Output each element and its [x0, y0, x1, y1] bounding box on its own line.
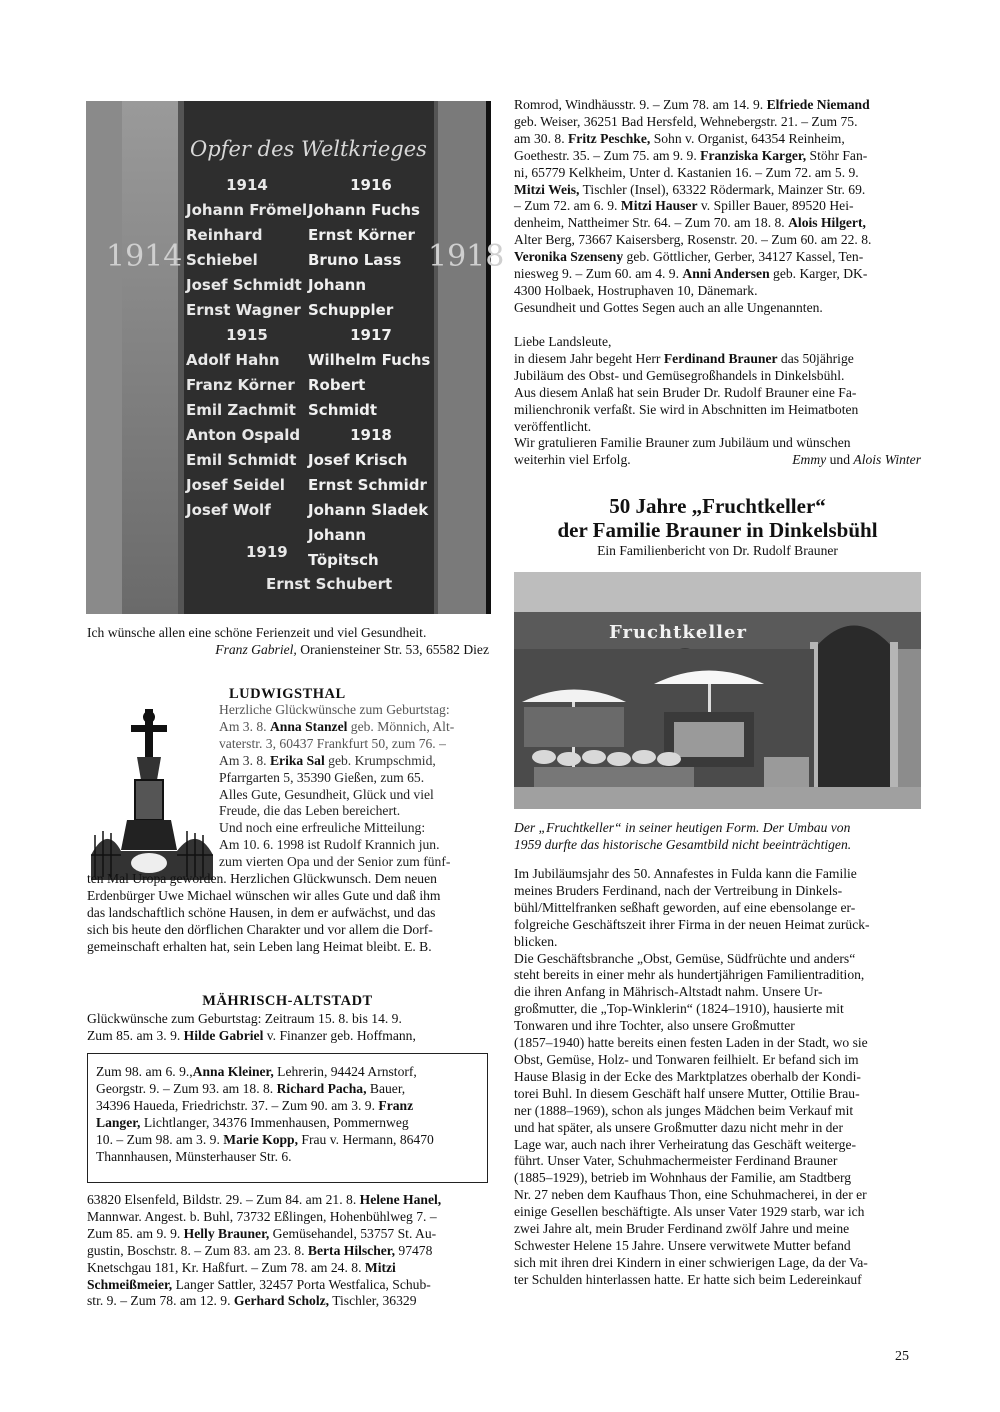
text-seg: Sohn v. Organist, 64354 Reinheim, [650, 130, 845, 146]
name: Mitzi Weis, [514, 181, 580, 197]
memorial-name: Josef Seidel [186, 476, 285, 494]
name: Hilde Gabriel [183, 1027, 264, 1043]
text-line [96, 1081, 479, 1098]
text-line [87, 1293, 488, 1310]
memorial-name: Josef Wolf [186, 501, 271, 519]
text-seg: – Zum 72. am 6. 9. [514, 198, 621, 214]
maehrisch-box [87, 1053, 488, 1183]
memorial-right-year: 1918 [428, 239, 505, 274]
memorial-name: 1917 [350, 326, 392, 344]
memorial-col2 [308, 173, 434, 573]
memorial-name: Johann Töpitsch [308, 526, 379, 569]
text-line [514, 351, 921, 368]
memorial-name: Johann Sladek [308, 501, 429, 519]
caption-signature [87, 642, 489, 659]
signature-name: Emmy [792, 452, 827, 468]
text-seg: v. Finanzer geb. Hoffmann, [263, 1027, 416, 1043]
text-seg: Zum 85. am 9. 9. [87, 1225, 184, 1241]
maehrisch-intro [87, 1011, 488, 1045]
memorial-footer-name: Ernst Schubert [266, 575, 393, 593]
text-seg: Zum 85. am 3. 9. [87, 1027, 184, 1043]
name: Ferdinand Brauner [663, 350, 778, 366]
text-line: gemeinschaft erhalten hat, sein Leben lang Heimat bleibt. E. B. [87, 938, 432, 954]
memorial-name: Bruno Lass [308, 251, 402, 269]
text-line: 1959 durfte das historische Gesamtbild nicht beeinträchtigen. [514, 836, 852, 852]
text-seg: weiterhin viel Erfolg. [514, 452, 631, 468]
text-line: milienchronik verfaßt. Sie wird in Abschnitten im Heimatboten [514, 401, 859, 417]
text-line: Obst, Gemüse, Holz- und Tonwaren feilhielt. Er befand sich im [514, 1051, 859, 1067]
text-line: Die Geschäftsbranche „Obst, Gemüse, Südfrüchte und anders“ [514, 950, 856, 966]
text-line: vaterstr. 3, 60437 Frankfurt 50, zum 76. – [219, 735, 446, 751]
text-seg: niesweg 9. – Zum 60. am 4. 9. [514, 266, 683, 282]
name: Mitzi Hauser [620, 198, 698, 214]
name: Anna Stanzel [269, 718, 348, 734]
maehrisch-after [87, 1192, 488, 1310]
ludwigsthal-full-text [87, 871, 488, 956]
shop-sign: Fruchtkeller [609, 622, 747, 643]
name: Marie Kopp, [223, 1131, 299, 1147]
text-line: ner (1888–1969), schon als junges Mädchen beim Verkauf mit [514, 1102, 854, 1118]
text-line [219, 719, 488, 736]
text-seg: 97478 [395, 1242, 433, 1258]
memorial-name: Franz Körner [186, 376, 295, 394]
memorial-left-year: 1914 [106, 239, 183, 274]
name: Anni Andersen [682, 266, 770, 282]
text-line: Hause Blasig in der Ecke des Marktplatzes oberhalb der Kondi- [514, 1068, 861, 1084]
text-line: folgreiche Geschäftszeit ihrer Firma in der neuen Heimat zurück- [514, 916, 870, 932]
text-seg: Tischler (Insel), 63322 Rödermark, Mainzer Str. 69. [582, 181, 866, 197]
text-seg: geb. Karger, DK- [769, 266, 868, 282]
maehrisch-title: MÄHRISCH-ALTSTADT [202, 993, 373, 1009]
text-line: Und noch eine erfreuliche Mitteilung: [219, 820, 426, 836]
article-title-line2: der Familie Brauner in Dinkelsbühl [557, 518, 878, 542]
article-subtitle: Ein Familienbericht von Dr. Rudolf Brauner [597, 543, 838, 558]
text-seg: das 50jährige [777, 350, 854, 366]
text-seg: str. 9. – Zum 78. am 12. 9. [87, 1293, 234, 1309]
text-line: großmutter, die „Top-Winklerin“ (1824–1910), hausierte mit [514, 1001, 844, 1017]
name: Elfriede Niemand [766, 97, 870, 112]
text-line [514, 249, 921, 266]
memorial-name: Anton Ospald [186, 426, 301, 444]
name: Veronika Szenseny [514, 249, 624, 265]
caption-name: Franz Gabriel, [215, 641, 297, 657]
text-line: Schwester Helene 15 Jahre. Unsere verwitwete Mutter befand [514, 1237, 851, 1253]
memorial-name: Johann Frömel [186, 201, 308, 219]
text-line [87, 1192, 488, 1209]
memorial-header: Opfer des Weltkrieges [190, 137, 427, 161]
memorial-name: Adolf Hahn [186, 351, 280, 369]
text-seg: Tischler, 36329 [329, 1293, 417, 1309]
text-line: Thannhausen, Münsterhauser Str. 6. [96, 1148, 292, 1164]
text-line: sich bis heute den dörflichen Charakter und vor allem die Dorf- [87, 921, 433, 937]
text-line: veröffentlicht. [514, 418, 592, 434]
text-line [514, 148, 921, 165]
article-title [514, 494, 921, 542]
text-line: Der „Fruchtkeller“ in seiner heutigen Form. Der Umbau von [514, 820, 851, 835]
text-line: führt. Unser Vater, Schuhmachermeister Ferdinand Brauner [514, 1153, 838, 1169]
text-seg: geb. Krumpschmid, [324, 752, 436, 768]
text-seg: geb. Mönnich, Alt- [347, 718, 455, 734]
memorial-name: Ernst Schmidr [308, 476, 427, 494]
shop-photo [514, 572, 921, 809]
text-seg: am 30. 8. [514, 130, 568, 146]
memorial-name: Emil Zachmit [186, 401, 296, 419]
name: Anna Kleiner, [192, 1064, 274, 1079]
memorial-name: Reinhard Schiebel [186, 226, 263, 269]
name: Erika Sal [269, 752, 325, 768]
text-line [87, 1243, 488, 1260]
memorial-name: 1915 [226, 326, 268, 344]
text-seg: Lehrerin, 94424 Arnstorf, [273, 1064, 417, 1079]
name: Gerhard Scholz, [233, 1293, 330, 1309]
text-line: Im Jubiläumsjahr des 50. Annafestes in Fulda kann die Familie [514, 866, 857, 881]
memorial-footer-year: 1919 [246, 543, 288, 561]
cross-illustration [87, 705, 217, 880]
text-line: ni, 65779 Kelkheim, Unter d. Kastanien 16. – Zum 72. am 5. 9. [514, 164, 859, 180]
memorial-name: Johann Fuchs [308, 201, 420, 219]
text-seg: Langer Sattler, 32457 Porta Westfalica, Schub- [172, 1276, 431, 1292]
text-line: steht bereits in einer mehr als hundertjährigen Familientradition, [514, 967, 865, 983]
name: Mitzi [364, 1259, 396, 1275]
text-line: Erdenbürger Uwe Michael wünschen wir alles Gute und daß ihm [87, 887, 441, 903]
memorial-name: 1916 [350, 176, 392, 194]
caption-line: Ich wünsche allen eine schöne Ferienzeit und viel Gesundheit. [87, 625, 427, 640]
shop-caption [514, 820, 921, 854]
text-line: die ihren Anfang in Mährisch-Altstadt nahm. Unsere Ur- [514, 984, 823, 1000]
memorial-name: Ernst Wagner [186, 301, 301, 319]
text-line: das landschaftlich schöne Hausen, in dem er aufwächst, und das [87, 904, 436, 920]
memorial-name: 1918 [350, 426, 392, 444]
text-line [514, 266, 921, 283]
text-line: meines Bruders Ferdinand, nach der Vertreibung in Dinkels- [514, 882, 843, 898]
text-seg: Zum 98. am 6. 9., [96, 1064, 193, 1079]
memorial-name: Josef Krisch [308, 451, 408, 469]
letter-text [514, 334, 921, 469]
text-seg: Romrod, Windhäusstr. 9. – Zum 78. am 14. 9. [514, 97, 767, 112]
article-body [514, 866, 921, 1289]
text-line [96, 1132, 479, 1149]
letter-signature [792, 452, 921, 469]
text-line: Mannwar. Angest. b. Buhl, 73732 Eßlingen, Hohenbühlweg 7. – [87, 1208, 437, 1224]
text-line: bühl/Mittelfranken seßhaft geworden, auf eine ebensolange er- [514, 899, 856, 915]
name: Helene Hanel, [359, 1192, 442, 1207]
name: Franziska Karger, [700, 147, 807, 163]
caption-address: Oraniensteiner Str. 53, 65582 Diez [296, 641, 489, 657]
text-line: ter Schulden hinterlassen hatte. Er hatte sich beim Ledereinkauf [514, 1271, 862, 1287]
text-line: Nr. 27 neben dem Kaufhaus Thon, eine Schuhmacherei, in der er [514, 1187, 867, 1203]
text-line [87, 1260, 488, 1277]
text-seg: Stöhr Fan- [806, 147, 868, 163]
text-seg: 10. – Zum 98. am 3. 9. [96, 1131, 224, 1147]
name: Berta Hilscher, [307, 1242, 395, 1258]
page-number: 25 [895, 1349, 909, 1364]
text-seg: Lichtlanger, 34376 Immenhausen, Pommernweg [140, 1114, 409, 1130]
name: Richard Pacha, [276, 1080, 367, 1096]
text-line [87, 1028, 488, 1045]
text-line [514, 131, 921, 148]
text-seg: 63820 Elsenfeld, Bildstr. 29. – Zum 84. am 21. 8. [87, 1192, 360, 1207]
memorial-col1 [186, 173, 308, 523]
text-seg: Bauer, [366, 1080, 406, 1096]
text-line: Alter Berg, 73667 Kaisersberg, Rosenstr. 20. – Zum 60. am 22. 8. [514, 232, 872, 248]
text-line: (1857–1940) hatte bereits einen festen Laden in der Stadt, wo sie [514, 1035, 868, 1051]
text-seg: Georgstr. 9. – Zum 93. am 18. 8. [96, 1080, 277, 1096]
name: Helly Brauner, [183, 1225, 270, 1241]
text-line: und hat später, als unsere Großmutter dazu nicht mehr in der [514, 1119, 843, 1135]
text-line [219, 753, 488, 770]
name: Langer, [96, 1114, 141, 1130]
signature-name: Alois Winter [853, 452, 921, 468]
text-seg: v. Spiller Bauer, 89520 Hei- [697, 198, 854, 214]
article-title-line1: 50 Jahre „Fruchtkeller“ [609, 494, 826, 518]
text-seg: Knetschgau 181, Kr. Haßfurt. – Zum 78. am 24. 8. [87, 1259, 365, 1275]
left-caption [87, 625, 489, 659]
ludwigsthal-title: LUDWIGSTHAL [229, 686, 346, 702]
memorial-name: Emil Schmidt [186, 451, 297, 469]
memorial-name: Wilhelm Fuchs [308, 351, 431, 369]
text-line: Am 10. 6. 1998 ist Rudolf Krannich jun. [219, 837, 440, 853]
text-line [96, 1115, 479, 1132]
name: Franz [378, 1097, 414, 1113]
text-line: Wir gratulieren Familie Brauner zum Jubiläum und wünschen [514, 435, 851, 451]
text-seg: 34396 Haueda, Friedrichstr. 37. – Zum 90. am 3. 9. [96, 1097, 379, 1113]
text-line: Herzliche Glückwünsche zum Geburtstag: [219, 702, 450, 717]
text-seg: Gemüsehandel, 53757 St. Au- [269, 1225, 437, 1241]
text-line: sich mit ihren drei Kindern in einer schwierigen Lage, da der Va- [514, 1254, 868, 1270]
text-line [87, 1277, 488, 1294]
text-line [514, 182, 921, 199]
text-line [96, 1064, 479, 1081]
text-line: ten Mal Uropa geworden. Herzlichen Glückwunsch. Dem neuen [87, 871, 437, 886]
text-line: Lage war, auch nach ihrer Verheiratung das Geschäft weiterge- [514, 1136, 857, 1152]
text-line: Pfarrgarten 5, 35390 Gießen, zum 65. [219, 769, 425, 785]
text-seg: geb. Göttlicher, Gerber, 34127 Kassel, Ten- [623, 249, 864, 265]
name: Alois Hilgert, [788, 215, 866, 231]
text-line: Gesundheit und Gottes Segen auch an alle Ungenannten. [514, 299, 823, 315]
text-line: einige Gesellen beschäftigte. Als unser Vater 1929 starb, war ich [514, 1204, 865, 1220]
text-line [96, 1098, 479, 1115]
text-line [514, 452, 921, 469]
memorial-name: Josef Schmidt [186, 276, 302, 294]
name: Fritz Peschke, [568, 130, 651, 146]
text-line: blicken. [514, 933, 558, 949]
memorial-name: Robert Schmidt [308, 376, 378, 419]
text-seg: Frau v. Hermann, 86470 [298, 1131, 434, 1147]
memorial-name: Johann Schuppler [308, 276, 394, 319]
memorial-name: 1914 [226, 176, 268, 194]
text-line: (1885–1929), betrieb im Wohnhaus der Familie, am Stadtberg [514, 1170, 852, 1186]
text-seg: Am 3. 8. [219, 752, 270, 768]
right-top-text [514, 97, 921, 317]
text-line: Tonwaren und ihre Tochter, also unsere Großmutter [514, 1018, 795, 1034]
text-line [514, 97, 921, 114]
text-line: 4300 Holbaek, Hostruphaven 10, Dänemark. [514, 282, 758, 298]
ludwigsthal-text [219, 702, 488, 871]
text-line: geb. Weiser, 36251 Bad Hersfeld, Wehnebergstr. 21. – Zum 75. [514, 113, 858, 129]
memorial-name: Ernst Körner [308, 226, 415, 244]
text-line: Glückwünsche zum Geburtstag: Zeitraum 15. 8. bis 14. 9. [87, 1011, 402, 1026]
text-line [87, 1226, 488, 1243]
text-seg: gustin, Boschstr. 8. – Zum 83. am 23. 8. [87, 1242, 308, 1258]
text-line: Liebe Landsleute, [514, 334, 612, 349]
text-line: torei Buhl. In diesem Geschäft half unsere Mutter, Ottilie Brau- [514, 1085, 860, 1101]
name: Schmeißmeier, [87, 1276, 173, 1292]
text-line [514, 215, 921, 232]
text-line: zwei Jahre alt, mein Bruder Ferdinand zwölf Jahre und meine [514, 1221, 850, 1237]
text-seg: Goethestr. 35. – Zum 75. am 9. 9. [514, 147, 701, 163]
memorial-photo [86, 101, 505, 614]
text-seg: Am 3. 8. [219, 718, 270, 734]
text-line [514, 198, 921, 215]
text-seg: denheim, Nattheimer Str. 64. – Zum 70. am 18. 8. [514, 215, 789, 231]
text-seg: und [826, 452, 854, 468]
text-line: Jubiläum des Obst- und Gemüsegroßhandels in Dinkelsbühl. [514, 367, 845, 383]
text-line: Freude, die das Leben bereichert. [219, 803, 401, 819]
text-line: Alles Gute, Gesundheit, Glück und viel [219, 786, 434, 802]
text-seg: in diesem Jahr begeht Herr [514, 350, 664, 366]
text-line: zum vierten Opa und der Senior zum fünf- [219, 854, 451, 870]
text-line: Aus diesem Anlaß hat sein Bruder Dr. Rudolf Brauner eine Fa- [514, 384, 857, 400]
